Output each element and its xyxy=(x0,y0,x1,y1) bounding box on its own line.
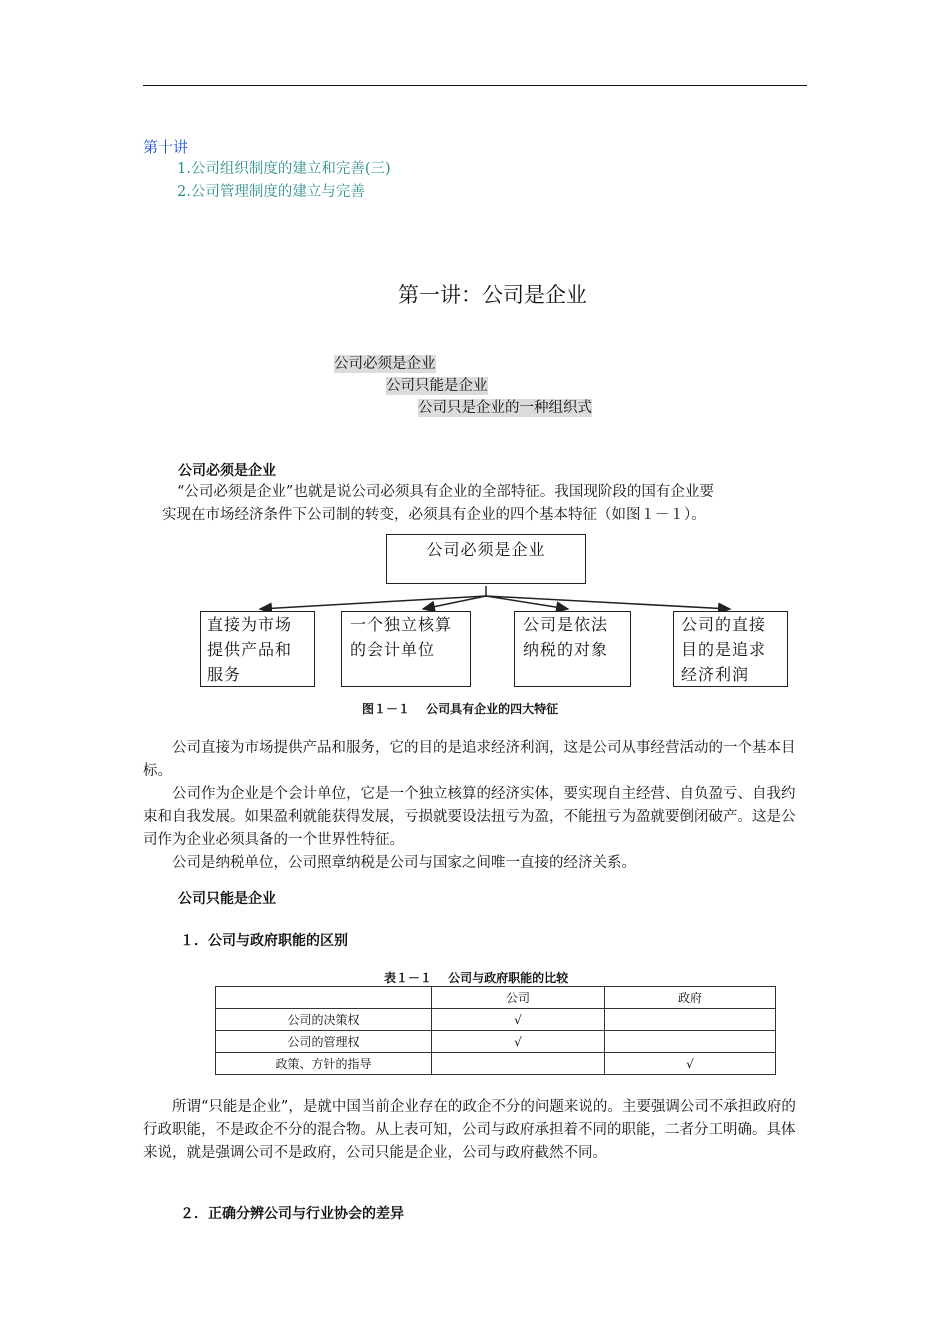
table-cell: √ xyxy=(432,1009,605,1031)
paragraph: 公司是纳税单位，公司照章纳税是公司与国家之间唯一直接的经济关系。 xyxy=(172,855,636,871)
outline-item-1: 公司必须是企业 xyxy=(334,356,436,372)
intro-line-1: “公司必须是企业”也就是说公司必须具有企业的全部特征。我国现阶段的国有企业要 xyxy=(177,484,714,500)
table-cell: √ xyxy=(432,1031,605,1053)
diagram-box-text: 目的是追求 xyxy=(681,640,767,659)
diagram-box-accounting xyxy=(341,611,471,687)
diagram-box-text: 经济利润 xyxy=(681,665,750,684)
section-heading-only-enterprise: 公司只能是企业 xyxy=(178,891,276,907)
subheading-industry-association: ２．正确分辨公司与行业协会的差异 xyxy=(180,1206,404,1222)
toc-title[interactable]: 第十讲 xyxy=(143,138,189,156)
diagram-box-text: 纳税的对象 xyxy=(523,640,609,659)
header-rule xyxy=(143,85,807,86)
table-cell xyxy=(216,987,432,1009)
diagram-box-text: 提供产品和 xyxy=(207,640,293,659)
paragraph: 所谓“只能是企业”，是就中国当前企业存在的政企不分的问题来说的。主要强调公司不承担政府的行政职能，不是政企不分的混合物。从上表可知，公司与政府承担着不同的职能，二者分工明确。具体来说，就是强调公司不是政府，公司只能是企业，公司与政府截然不同。 xyxy=(143,1099,796,1161)
comparison-table xyxy=(215,986,776,1075)
table-header-row xyxy=(216,987,776,1009)
table-cell xyxy=(605,1009,776,1031)
diagram-box-text: 公司的直接 xyxy=(681,615,767,634)
table-row xyxy=(216,1009,776,1031)
table-cell xyxy=(432,1053,605,1075)
table-header-company: 公司 xyxy=(432,987,605,1009)
table-header-government: 政府 xyxy=(605,987,776,1009)
figure-caption: 图１－１ 公司具有企业的四大特征 xyxy=(362,702,559,716)
diagram-box-text: 的会计单位 xyxy=(350,640,436,659)
paragraph: 公司直接为市场提供产品和服务，它的目的是追求经济利润，这是公司从事经营活动的一个基本目标。 xyxy=(143,740,796,779)
paragraph: 公司作为企业是个会计单位，它是一个独立核算的经济实体，要实现自主经营、自负盈亏、自我约束和自我发展。如果盈利就能获得发展，亏损就要设法扭亏为盈，不能扭亏为盈就要倒闭破产。这是公司作为企业必须具备的一个世界性特征。 xyxy=(143,786,796,848)
section1-body xyxy=(143,737,807,875)
subheading-government-functions: １．公司与政府职能的区别 xyxy=(180,933,348,949)
table-row xyxy=(216,1053,776,1075)
diagram-root-box xyxy=(386,534,586,584)
lecture-title: 第一讲：公司是企业 xyxy=(398,283,587,307)
intro-line-2: 实现在市场经济条件下公司制的转变，必须具有企业的四个基本特征（如图１－１）。 xyxy=(162,507,706,523)
diagram-box-market xyxy=(200,611,315,687)
diagram-box-profit xyxy=(673,611,788,687)
outline-item-3: 公司只是企业的一种组织式 xyxy=(418,400,592,416)
table-cell: 政策、方针的指导 xyxy=(216,1053,432,1075)
table-cell: 公司的管理权 xyxy=(216,1031,432,1053)
diagram-root-label: 公司必须是企业 xyxy=(426,540,546,559)
diagram-box-text: 一个独立核算 xyxy=(350,615,453,634)
outline-item-2: 公司只能是企业 xyxy=(386,378,488,394)
diagram-box-taxpayer xyxy=(514,611,631,687)
diagram-box-text: 服务 xyxy=(207,665,242,684)
table-cell xyxy=(605,1031,776,1053)
toc-item-1[interactable]: 1.公司组织制度的建立和完善(三) xyxy=(177,161,391,177)
diagram-box-text: 直接为市场 xyxy=(207,615,293,634)
diagram-box-text: 公司是依法 xyxy=(523,615,609,634)
table-cell: 公司的决策权 xyxy=(216,1009,432,1031)
section2-body xyxy=(143,1096,807,1165)
table-caption: 表１－１ 公司与政府职能的比较 xyxy=(384,971,569,985)
toc-item-2[interactable]: 2.公司管理制度的建立与完善 xyxy=(177,184,365,200)
section-heading-must-be-enterprise: 公司必须是企业 xyxy=(178,463,276,479)
table-cell: √ xyxy=(605,1053,776,1075)
table-row xyxy=(216,1031,776,1053)
